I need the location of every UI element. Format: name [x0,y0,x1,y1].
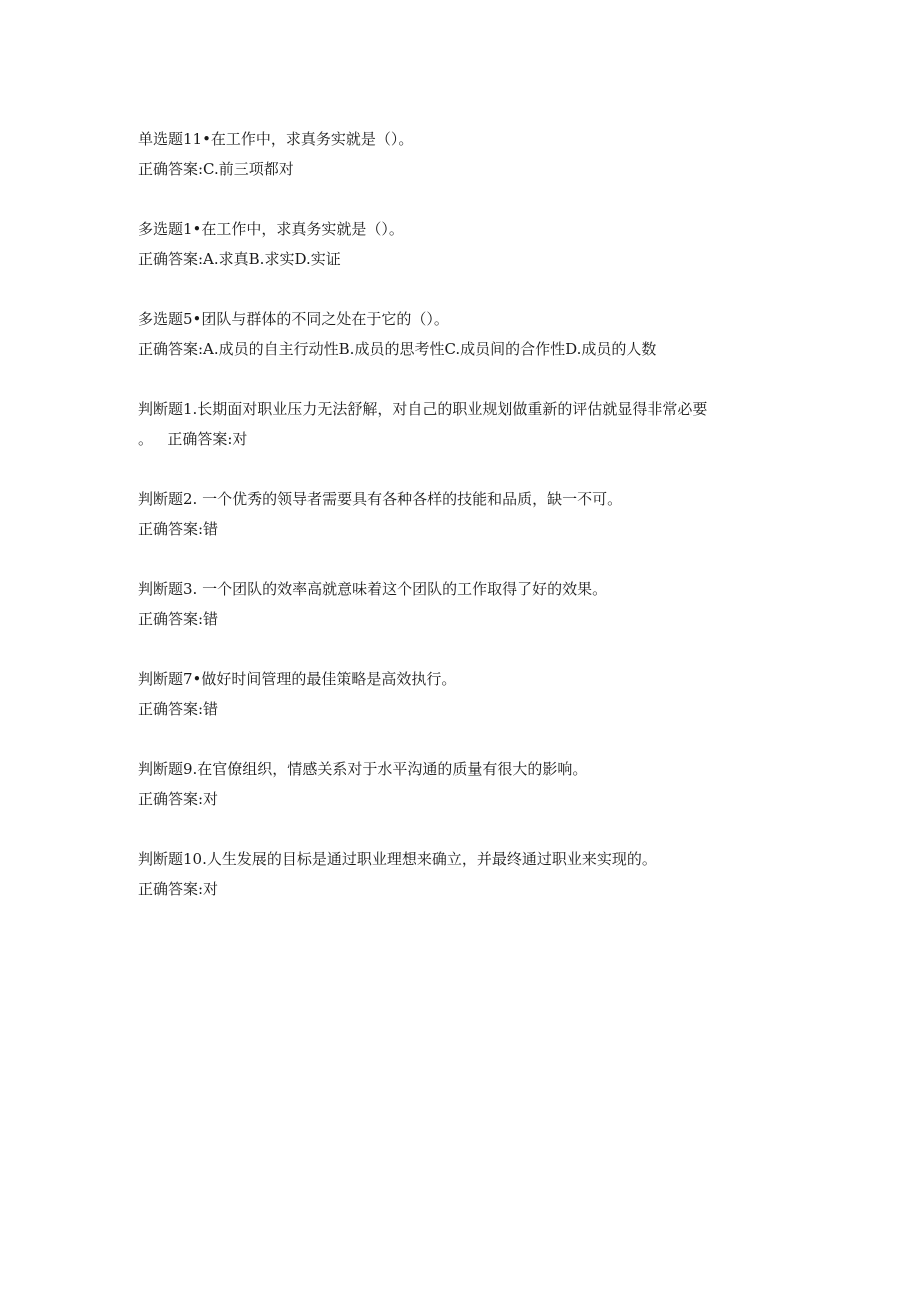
question-text: 判断题9.在官僚组织，情感关系对于水平沟通的质量有很大的影响。 [138,760,588,778]
question-text: 多选题1•在工作中，求真务实就是（）。 [138,220,404,238]
answer-text: 正确答案:对 [138,880,219,898]
qa-item-3 [138,304,778,364]
question-text: 判断题10.人生发展的目标是通过职业理想来确立，并最终通过职业来实现的。 [138,850,657,868]
qa-item-6 [138,574,778,634]
question-answer-line [138,424,778,454]
answer-text: 正确答案:对 [138,790,219,808]
qa-item-2 [138,214,778,274]
answer-text: 正确答案:错 [138,610,219,628]
answer-text: 正确答案:错 [138,700,219,718]
question-text: 判断题1.长期面对职业压力无法舒解，对自己的职业规划做重新的评估就显得非常必要 [138,400,708,418]
qa-item-5 [138,484,778,544]
question-text-continuation: 。 [138,430,154,448]
qa-item-1 [138,124,778,184]
answer-text: 正确答案:A.成员的自主行动性B.成员的思考性C.成员间的合作性D.成员的人数 [138,340,657,358]
qa-item-7 [138,664,778,724]
qa-item-8 [138,754,778,814]
document-page [138,124,778,934]
question-text: 多选题5•团队与群体的不同之处在于它的（）。 [138,310,449,328]
answer-text: 正确答案:错 [138,520,219,538]
question-text: 单选题11•在工作中，求真务实就是（）。 [138,130,414,148]
question-text: 判断题7•做好时间管理的最佳策略是高效执行。 [138,670,457,688]
qa-item-4 [138,394,778,454]
answer-text: 正确答案:C.前三项都对 [138,160,294,178]
question-text: 判断题3. 一个团队的效率高就意味着这个团队的工作取得了好的效果。 [138,580,608,598]
answer-text: 正确答案:A.求真B.求实D.实证 [138,250,341,268]
answer-text: 正确答案:对 [167,430,248,448]
qa-item-9 [138,844,778,904]
question-text: 判断题2. 一个优秀的领导者需要具有各种各样的技能和品质，缺一不可。 [138,490,623,508]
